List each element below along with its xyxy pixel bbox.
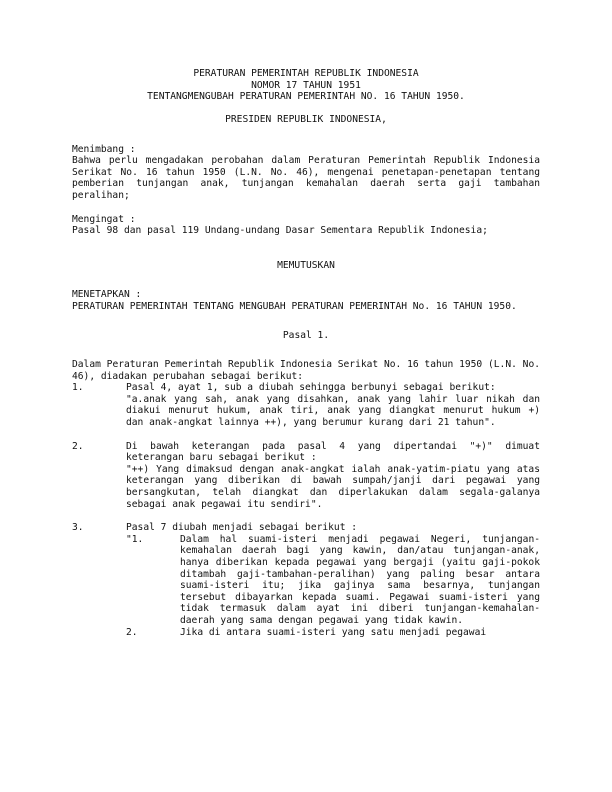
mengingat-text: Pasal 98 dan pasal 119 Undang-undang Dasar Sementara Republik Indonesia; xyxy=(72,225,488,237)
sub-item-text: Dalam hal suami-isteri menjadi pegawai Negeri, tunjangan-kemahalan daerah bagi yang kawin, dan/atau tunjangan-anak, hanya diberikan kepada pegawai yang bergaji (yaitu gaji-pokok ditambah gaji-tambahan-peralihan) yang paling besar antara suami-isteri itu; jika gajinya sama besarnya, tunjangan tersebut dibayarkan kepada suami. Pegawai suami-isteri yang tidak termasuk dalam ayat ini diberi tunjangan-kemahalan-daerah yang sama dengan pegawai yang tidak kawin. xyxy=(180,533,540,626)
item-text: Di bawah keterangan pada pasal 4 yang dipertandai "+)" dimuat keterangan baru sebagai berikut : xyxy=(126,440,540,464)
menetapkan-text: PERATURAN PEMERINTAH TENTANG MENGUBAH PERATURAN PEMERINTAH No. 16 TAHUN 1950. xyxy=(72,300,517,312)
menimbang-text: Bahwa perlu mengadakan perobahan dalam Peraturan Pemerintah Republik Indonesia Serikat No. 16 tahun 1950 (L.N. No. 46), mengenai penetapan-penetapan tentang pemberian tunjangan anak, tunjangan kemahalan daerah serta gaji tambahan peralihan; xyxy=(72,155,540,201)
item-quote: "++) Yang dimaksud dengan anak-angkat ialah anak-yatim-piatu yang atas keterangan yang diberikan di bawah sumpah/janji dari pegawai yang bersangkutan, telah diangkat dan diperlakukan dalam segala-galanya sebagai anak pegawai itu sendiri". xyxy=(126,463,540,510)
pasal-1-intro: Dalam Peraturan Pemerintah Republik Indonesia Serikat No. 16 tahun 1950 (L.N. No. 46), diadakan perubahan sebagai berikut: xyxy=(72,359,540,382)
president-heading: PRESIDEN REPUBLIK INDONESIA, xyxy=(225,114,387,126)
item-number: 3. xyxy=(72,522,84,534)
list-item xyxy=(72,382,540,428)
title-line-3: TENTANGMENGUBAH PERATURAN PEMERINTAH NO. 16 TAHUN 1950. xyxy=(147,91,465,103)
list-item xyxy=(72,522,540,638)
item-number: 1. xyxy=(72,382,84,394)
menimbang-label: Menimbang : xyxy=(72,143,136,155)
list-item xyxy=(72,441,540,511)
item-text: Pasal 7 diubah menjadi sebagai berikut : xyxy=(126,522,358,534)
sub-item-number: "1. xyxy=(126,533,144,545)
pasal-1-heading: Pasal 1. xyxy=(282,329,330,341)
sub-item-number: 2. xyxy=(126,626,138,638)
menetapkan-label: MENETAPKAN : xyxy=(72,289,142,301)
item-text: Pasal 4, ayat 1, sub a diubah sehingga berbunyi sebagai berikut: xyxy=(126,382,496,394)
document-page xyxy=(72,68,540,638)
sub-item xyxy=(126,534,540,627)
sub-item-text: Jika di antara suami-isteri yang satu menjadi pegawai xyxy=(180,626,487,638)
item-number: 2. xyxy=(72,440,84,452)
mengingat-label: Mengingat : xyxy=(72,213,136,225)
sub-item xyxy=(126,627,540,639)
memutuskan-heading: MEMUTUSKAN xyxy=(277,259,335,271)
title-line-1: PERATURAN PEMERINTAH REPUBLIK INDONESIA xyxy=(193,68,419,79)
title-line-2: NOMOR 17 TAHUN 1951 xyxy=(251,79,361,91)
item-quote: "a.anak yang sah, anak yang disahkan, anak yang lahir luar nikah dan diakui menurut hukum, anak tiri, anak yang diangkat menurut hukum +) dan anak-angkat lainnya ++), yang berumur kurang dari 21 tahun". xyxy=(126,393,540,429)
